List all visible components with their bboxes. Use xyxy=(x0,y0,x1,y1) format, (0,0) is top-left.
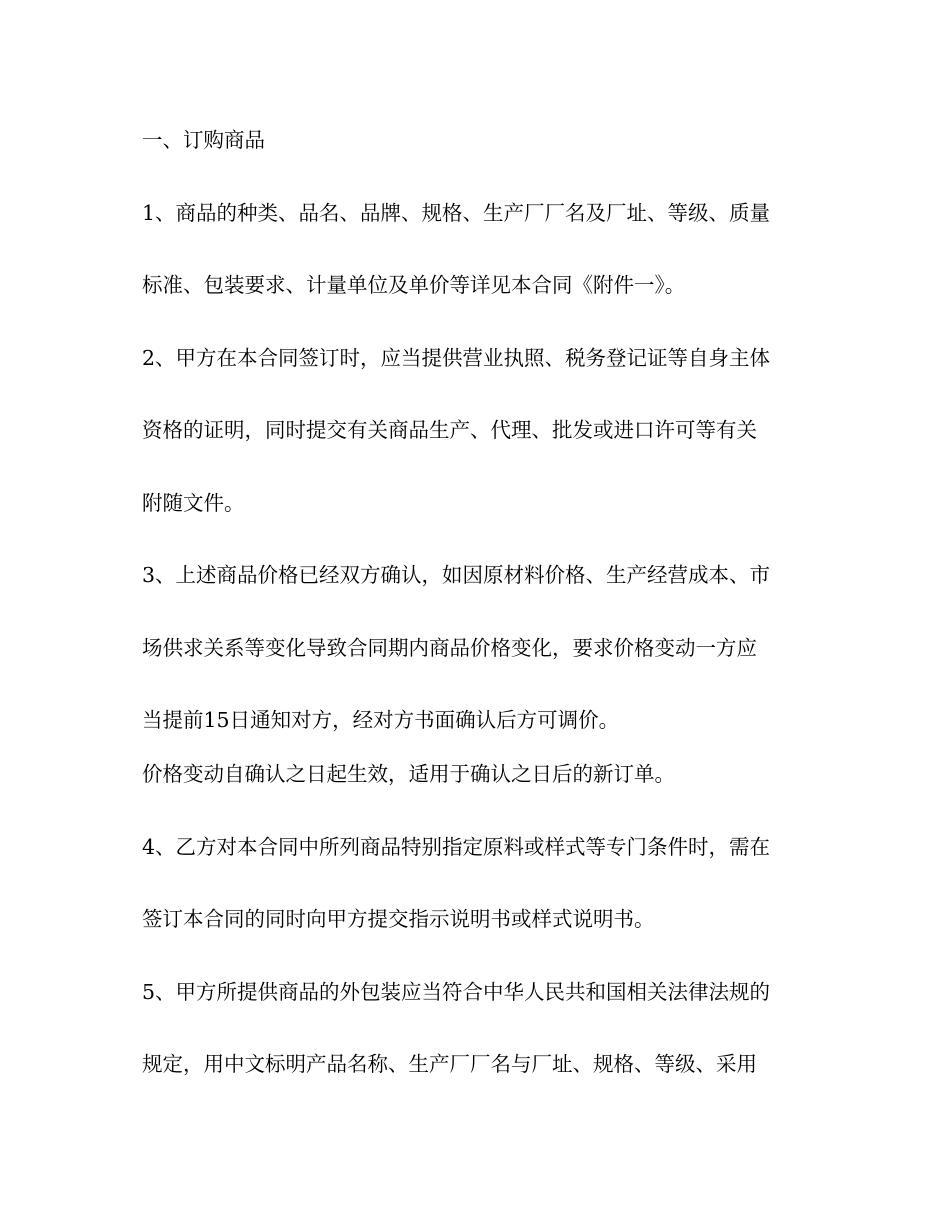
clause-3-line-2: 场供求关系等变化导致合同期内商品价格变化，要求价格变动一方应 xyxy=(142,635,757,660)
clause-3-line-1: 3、上述商品价格已经双方确认，如因原材料价格、生产经营成本、市 xyxy=(142,563,771,587)
clause-2-line-3: 附随文件。 xyxy=(142,490,245,515)
clause-1-line-1: 1、商品的种类、品名、品牌、规格、生产厂厂名及厂址、等级、质量 xyxy=(142,200,771,225)
clause-2-line-1: 2、甲方在本合同签订时，应当提供营业执照、税务登记证等自身主体 xyxy=(142,345,771,370)
clause-3-line-3: 当提前15日通知对方，经对方书面确认后方可调价。 xyxy=(142,708,620,732)
clause-1-line-2: 标准、包装要求、计量单位及单价等详见本合同《附件一》。 xyxy=(142,273,686,297)
clause-4-line-2: 签订本合同的同时向甲方提交指示说明书或样式说明书。 xyxy=(142,907,655,931)
clause-5-line-1: 5、甲方所提供商品的外包装应当符合中华人民共和国相关法律法规的 xyxy=(142,979,771,1004)
section-heading: 一、订购商品 xyxy=(142,128,265,152)
clause-3-note: 价格变动自确认之日起生效，适用于确认之日后的新订单。 xyxy=(142,762,675,786)
clause-5-line-2: 规定，用中文标明产品名称、生产厂厂名与厂址、规格、等级、采用 xyxy=(142,1052,757,1076)
clause-4-line-1: 4、乙方对本合同中所列商品特别指定原料或样式等专门条件时，需在 xyxy=(142,834,771,859)
contract-body xyxy=(142,122,812,1082)
clause-2-line-2: 资格的证明，同时提交有关商品生产、代理、批发或进口许可等有关 xyxy=(142,418,757,442)
